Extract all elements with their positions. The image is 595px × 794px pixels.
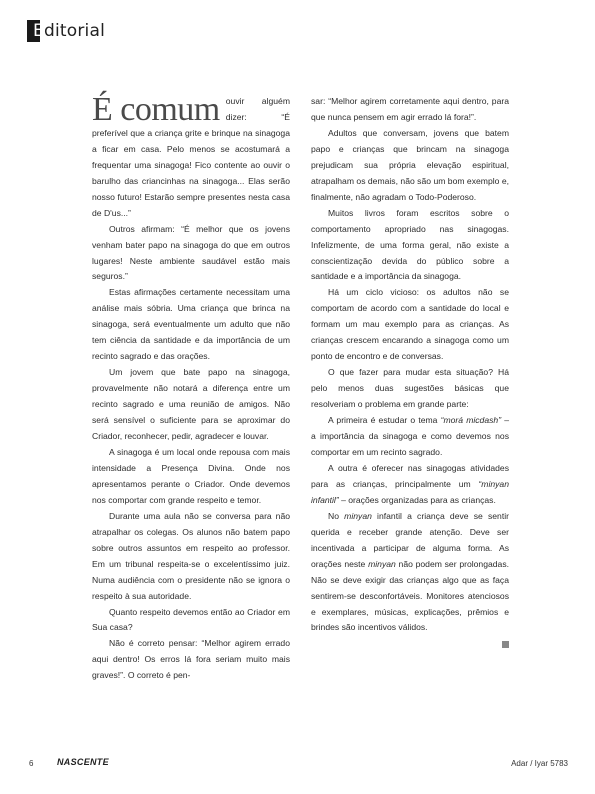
section-title-initial: E (33, 21, 44, 41)
text: infantil a criança deve se sentir querida e receber grande atenção. Deve ser incentivada a participar de alguma forma. As orações neste (311, 510, 509, 569)
paragraph: Adultos que conversam, jovens que batem papo e crianças que brincam na sinagoga prejudicam sua própria elevação espiritual, atrapalham os demais, não são um bom exemplo e, finalmente, não agradam o Todo-Poderoso. (311, 127, 509, 202)
paragraph (311, 509, 509, 637)
paragraph: Durante uma aula não se conversa para não atrapalhar os colegas. Os alunos não batem papo sobre outros assuntos em respeito ao professor. Em um tribunal respeita-se o excelentíssimo juiz. Numa audiência com o presidente não se ignora o respeito à sua autoridade. (92, 510, 290, 601)
page-number: 6 (29, 759, 34, 768)
text: A outra é oferecer nas sinagogas atividades para as crianças, principalmente um (311, 462, 509, 489)
right-column (311, 94, 509, 648)
emphasis: minyan (368, 558, 396, 569)
emphasis: minyan (344, 510, 372, 521)
paragraph: Outros afirmam: “É melhor que os jovens venham bater papo na sinagoga do que em outros lugares! Neste ambiente saudável estão mais seguros.” (92, 223, 290, 282)
paragraph-text: ouvir alguém dizer: “É preferível que a criança grite e brinque na sinagoga a ficar em casa. Pelo menos se acostumará a frequentar uma sinagoga! Fico contente ao ouvir o barulho das criancinhas na sinagoga... Elas serão nosso futuro! Estarão sempre presentes nesta casa de D'us...” (92, 96, 290, 218)
section-title-rest: ditorial (43, 21, 105, 41)
paragraph (311, 461, 509, 509)
paragraph: Há um ciclo vicioso: os adultos não se comportam de acordo com a santidade do local e formam um mau exemplo para as crianças. As crianças crescem encarando a sinagoga como um ponto de encontro e de conversas. (311, 287, 509, 362)
paragraph (311, 413, 509, 461)
section-title (33, 21, 105, 41)
text: No (328, 510, 345, 521)
dropcap: É comum (92, 91, 220, 128)
emphasis: “minyan infantil” (311, 478, 509, 505)
text: – a importância da sinagoga e como devemos nos comportar em um recinto sagrado. (311, 415, 510, 457)
paragraph: Estas afirmações certamente necessitam uma análise mais sóbria. Uma criança que brinca na sinagoga, será eventualmente um adulto que não tem ciência da santidade e da importância de um recinto sagrado e das orações. (92, 287, 290, 362)
paragraph: O que fazer para mudar esta situação? Há pelo menos duas sugestões básicas que resolveriam o problema em grande parte: (311, 367, 509, 410)
text: – orações organizadas para as crianças. (338, 494, 496, 505)
text: não podem ser prolongadas. Não se deve exigir das crianças algo que as faça sentirem-se desconfortáveis. Monitores atenciosos e exemplares, músicas, explicações, prêmios e brindes são incentivos válidos. (311, 558, 510, 633)
paragraph: Muitos livros foram escritos sobre o comportamento apropriado nas sinagogas. Infelizmente, de uma forma geral, não existe a conscientização devida do público sobre a santidade e a importância da sinagoga. (311, 207, 509, 282)
left-column (92, 91, 290, 684)
paragraph: Quanto respeito devemos então ao Criador em Sua casa? (92, 606, 290, 633)
emphasis: “morá micdash” (440, 415, 502, 426)
paragraph: sar: “Melhor agirem corretamente aqui dentro, para que nunca pensem em agir errado lá fora!”. (311, 96, 509, 122)
paragraph: Não é correto pensar: “Melhor agirem errado aqui dentro! Os erros lá fora seriam muito mais graves!”. O correto é pen- (92, 638, 290, 681)
page-footer (0, 755, 595, 775)
text: A primeira é estudar o tema (328, 415, 441, 426)
magazine-logo: NASCENTE (57, 757, 109, 767)
paragraph (92, 91, 290, 222)
paragraph: Um jovem que bate papo na sinagoga, provavelmente não notará a diferença entre um recinto sagrado e uma reunião de amigos. Não será sensível o suficiente para se aproximar do Criador, reconhecer, pedir, agradecer e louvar. (92, 367, 290, 442)
section-tag (27, 20, 105, 42)
issue-date: Adar / Iyar 5783 (511, 759, 568, 768)
paragraph: A sinagoga é um local onde repousa com mais intensidade a Presença Divina. Onde nos apresentamos perante o Criador. Onde devemos nos comportar com grande respeito e temor. (92, 446, 290, 505)
end-of-article-mark (502, 641, 509, 648)
